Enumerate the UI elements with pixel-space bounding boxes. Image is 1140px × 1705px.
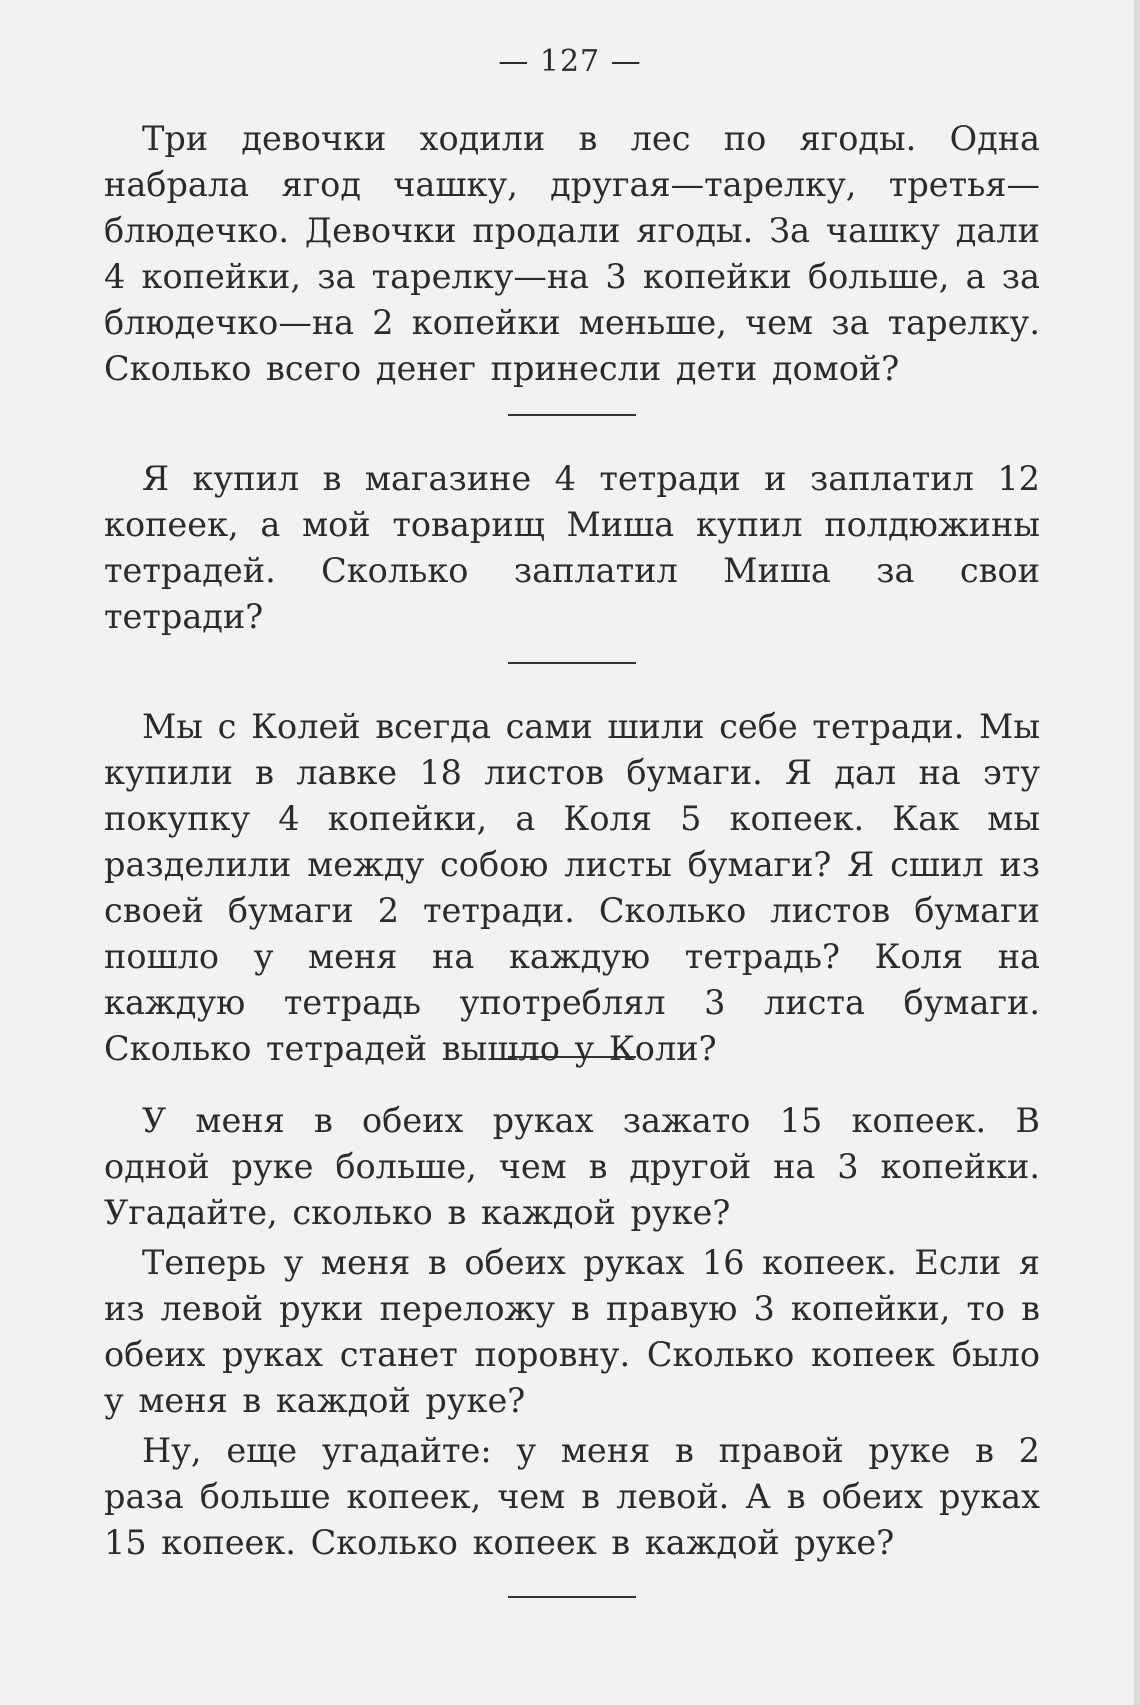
problem-paragraph: Я купил в магазине 4 тетради и заплатил 12 копеек, а мой товарищ Миша купил полдюжины тетрадей. Сколько заплатил Миша за свои тетради? — [104, 459, 1040, 636]
problem-paragraph: Ну, еще угадайте: у меня в правой руке в 2 раза больше копеек, чем в левой. А в обеих руках 15 копеек. Сколько копеек в каждой руке? — [104, 1431, 1040, 1562]
problem-paragraph: Теперь у меня в обеих руках 16 копеек. Если я из левой руки переложу в правую 3 копейки, то в обеих руках станет поровну. Сколько копеек было у меня в каждой руке? — [104, 1243, 1040, 1420]
problem-berries — [104, 116, 1040, 392]
page-edge-shadow — [1134, 0, 1140, 1705]
problem-paragraph: Мы с Колей всегда сами шили себе тетради. Мы купили в лавке 18 листов бумаги. Я дал на эту покупку 4 копейки, а Коля 5 копеек. Как мы разделили между собою листы бумаги? Я сшил из своей бумаги 2 тетради. Сколько листов бумаги пошло у меня на каждую тетрадь? Коля на каждую тетрадь употреблял 3 листа бумаги. Сколько тетрадей вышло у Коли? — [104, 707, 1040, 1068]
text-column — [104, 116, 1040, 1598]
problem-sewing-notebooks — [104, 704, 1040, 1072]
section-divider — [104, 392, 1040, 456]
problem-notebooks-purchase — [104, 456, 1040, 640]
problem-paragraph: У меня в обеих руках зажато 15 копеек. В одной руке больше, чем в другой на 3 копейки. Угадайте, сколько в каждой руке? — [104, 1101, 1040, 1232]
page-number: — 127 — — [498, 44, 642, 79]
section-divider — [104, 1566, 1040, 1598]
section-divider — [104, 640, 1040, 704]
problem-coins-in-hands — [104, 1098, 1040, 1566]
problem-paragraph: Три девочки ходили в лес по ягоды. Одна набрала ягод чашку, другая—тарелку, третья—блюдечко. Девочки продали ягоды. За чашку дали 4 копейки, за тарелку—на 3 копейки больше, а за блюдечко—на 2 копейки меньше, чем за тарелку. Сколько всего денег принесли дети домой? — [104, 119, 1040, 388]
